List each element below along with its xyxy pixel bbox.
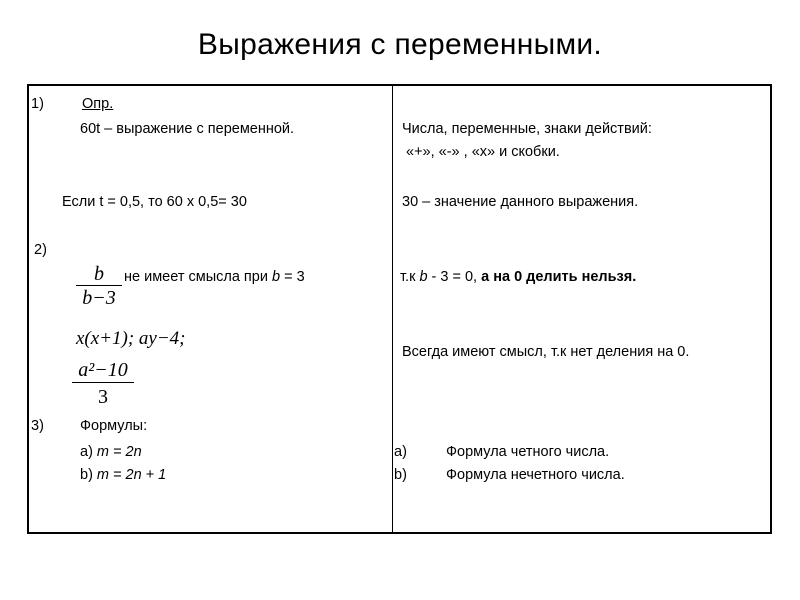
section1-example: Если t = 0,5, то 60 х 0,5= 30 <box>62 194 247 210</box>
fraction-denominator: b−3 <box>76 285 122 310</box>
section3-right-b: Формула нечетного числа. <box>446 467 625 483</box>
section1-expression: 60t – выражение с переменной. <box>80 121 295 137</box>
section2-right-reason <box>400 269 636 286</box>
condition-text: не имеет смысла при <box>124 269 272 285</box>
condition-value: = 3 <box>280 269 305 285</box>
fraction-a-squared-minus-10-over-3 <box>72 358 134 411</box>
fraction-numerator: b <box>94 263 104 285</box>
section3-label: Формулы: <box>80 418 148 434</box>
formula-b-text: m = 2n + 1 <box>96 467 167 483</box>
fraction-b-over-b-minus-3 <box>76 263 122 310</box>
section1-right-line2: «+», «-» , «х» и скобки. <box>406 144 560 160</box>
reason-variable: b <box>419 269 428 285</box>
formula-b-marker: b) <box>80 467 97 483</box>
fraction2-numerator: a²−10 <box>78 359 128 381</box>
fraction2-denominator: 3 <box>72 382 134 411</box>
section2-right-always: Всегда имеют смысл, т.к нет деления на 0. <box>402 344 690 360</box>
column-divider <box>392 86 393 532</box>
section3-right-b-marker: b) <box>394 467 407 483</box>
section3-right-a: Формула четного числа. <box>446 444 610 460</box>
section1-label: Опр. <box>82 96 114 112</box>
section3-number: 3) <box>31 418 44 434</box>
section2-number: 2) <box>34 242 47 258</box>
reason-middle: - 3 = 0, <box>427 269 482 285</box>
formula-a <box>80 444 142 461</box>
page-title: Выражения с переменными. <box>197 28 603 61</box>
expression-x-x-plus-1-ay-minus-4: x(x+1); ay−4; <box>76 328 186 349</box>
section2-condition <box>124 269 305 286</box>
section3-right-a-marker: a) <box>394 444 407 460</box>
section1-right-result: 30 – значение данного выражения. <box>402 194 639 210</box>
formula-b <box>80 467 166 484</box>
condition-variable: b <box>271 269 281 285</box>
section1-number: 1) <box>31 96 44 112</box>
reason-prefix: т.к <box>400 269 420 285</box>
formula-a-text: m = 2n <box>96 444 142 460</box>
reason-bold: а на 0 делить нельзя. <box>481 269 637 285</box>
formula-a-marker: a) <box>80 444 97 460</box>
section1-right-line1: Числа, переменные, знаки действий: <box>402 121 652 137</box>
